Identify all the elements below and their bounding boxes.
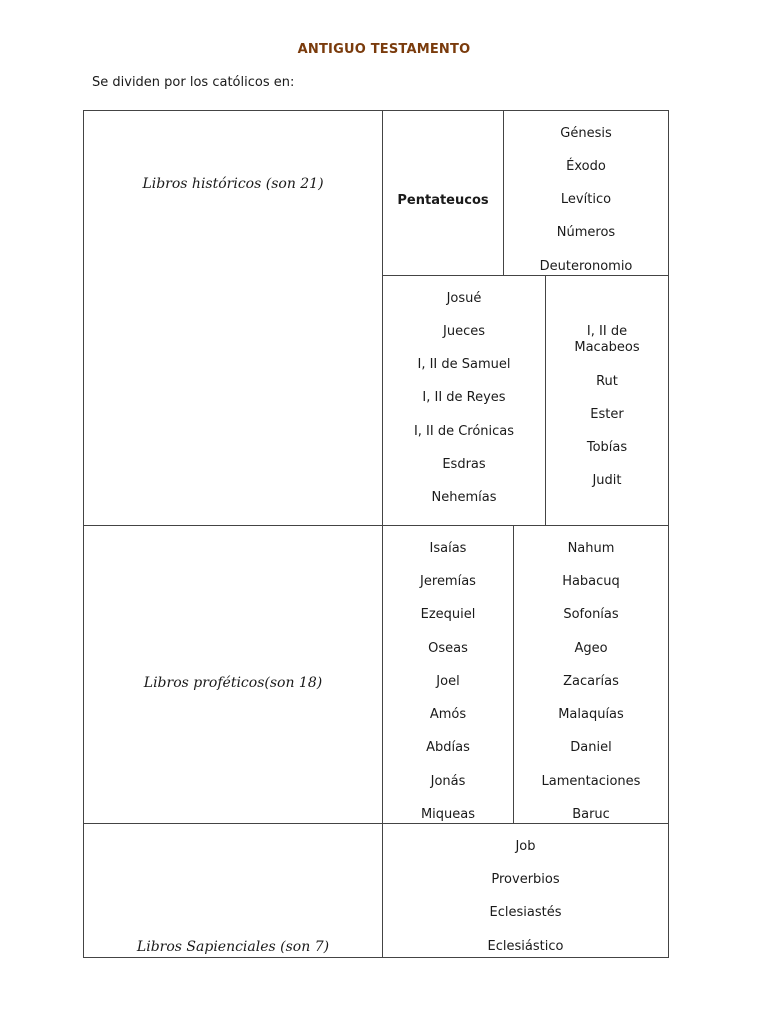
row-divider-historicos xyxy=(83,525,669,526)
list-item: Rut xyxy=(596,374,618,389)
list-item: Job xyxy=(515,839,536,854)
list-item: Esdras xyxy=(442,457,486,472)
row-divider-profeticos xyxy=(83,823,669,824)
list-item: I, II de Samuel xyxy=(417,357,511,372)
list-item: Judit xyxy=(592,473,622,488)
list-item: Malaquías xyxy=(558,707,624,722)
category-profeticos: Libros proféticos(son 18) xyxy=(143,675,323,691)
list-item: Ezequiel xyxy=(420,607,476,622)
list-item: I, II de Crónicas xyxy=(413,424,515,439)
pentateuco-divider xyxy=(382,275,669,276)
list-item: Abdías xyxy=(426,740,470,755)
list-item: Nahum xyxy=(567,541,615,556)
list-item: Éxodo xyxy=(566,159,606,174)
list-item: Joel xyxy=(436,674,460,689)
list-item: Baruc xyxy=(572,807,610,822)
table-border-right xyxy=(668,110,669,958)
list-item: Isaías xyxy=(429,541,467,556)
list-item: Daniel xyxy=(570,740,612,755)
list-item: Oseas xyxy=(428,641,468,656)
list-item: I, II de Reyes xyxy=(422,390,506,405)
list-item: Levítico xyxy=(560,192,612,207)
pentateuco-label: Pentateucos xyxy=(397,193,489,208)
list-item: Miqueas xyxy=(420,807,476,822)
list-item: Deuteronomio xyxy=(539,259,633,274)
list-item: Números xyxy=(556,225,616,240)
list-item: Jonás xyxy=(430,774,466,789)
table-border-left xyxy=(83,110,84,958)
list-item: Ester xyxy=(590,407,624,422)
category-divider xyxy=(382,110,383,958)
list-item: Habacuq xyxy=(562,574,620,589)
list-item: Amós xyxy=(429,707,467,722)
list-item: Jeremías xyxy=(420,574,476,589)
intro-text: Se dividen por los católicos en: xyxy=(92,75,295,90)
list-item: Zacarías xyxy=(563,674,619,689)
list-item: Tobías xyxy=(586,440,628,455)
table-border-bottom xyxy=(83,957,669,958)
table-border-top xyxy=(83,110,669,111)
list-item: Ageo xyxy=(574,641,608,656)
list-item: Génesis xyxy=(560,126,612,141)
list-item: Eclesiastés xyxy=(489,905,562,920)
page-title: ANTIGUO TESTAMENTO xyxy=(297,42,471,57)
list-item: Eclesiástico xyxy=(487,939,564,954)
list-item: Jueces xyxy=(443,324,485,339)
list-item: Lamentaciones xyxy=(541,774,641,789)
list-item: I, II de Macabeos xyxy=(574,324,640,355)
list-item: Proverbios xyxy=(491,872,560,887)
list-item: Nehemías xyxy=(431,490,497,505)
list-item: Josué xyxy=(446,291,482,306)
category-sapienciales: Libros Sapienciales (son 7) xyxy=(136,939,330,955)
category-historicos: Libros históricos (son 21) xyxy=(142,176,324,192)
list-item: Sofonías xyxy=(563,607,619,622)
